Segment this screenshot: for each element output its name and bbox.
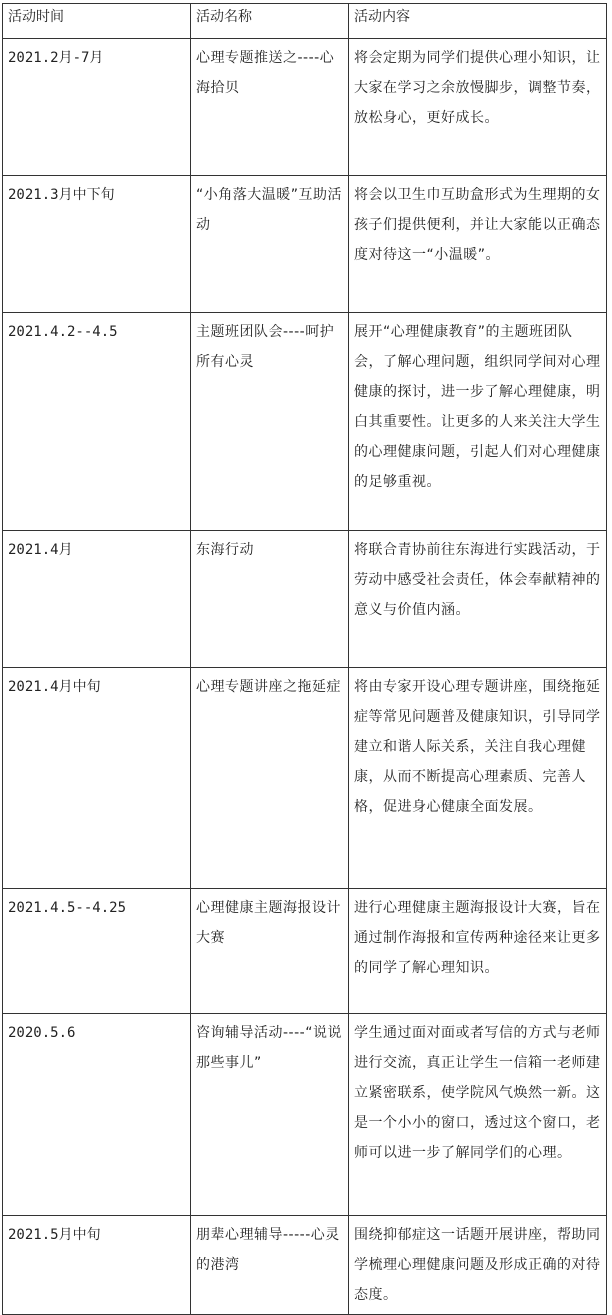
table-header-row xyxy=(3,4,607,39)
table-row xyxy=(3,668,607,889)
header-time: 活动时间 xyxy=(3,4,191,39)
activity-schedule-table xyxy=(2,3,607,1315)
activity-name: 主题班团队会----呵护所有心灵 xyxy=(191,313,349,531)
activity-time: 2021.4.2--4.5 xyxy=(3,313,191,531)
activity-content: 展开“心理健康教育”的主题班团队会，了解心理问题，组织同学间对心理健康的探讨，进一步了解心理健康，明白其重要性。让更多的人来关注大学生的心理健康问题，引起人们对心理健康的足够重视。 xyxy=(349,313,607,531)
activity-content: 将由专家开设心理专题讲座，围绕拖延症等常见问题普及健康知识，引导同学建立和谐人际关系，关注自我心理健康，从而不断提高心理素质、完善人格，促进身心健康全面发展。 xyxy=(349,668,607,889)
activity-time: 2021.4月中旬 xyxy=(3,668,191,889)
table-row xyxy=(3,1216,607,1315)
activity-name: 心理健康主题海报设计大赛 xyxy=(191,889,349,1014)
activity-content: 围绕抑郁症这一话题开展讲座，帮助同学梳理心理健康问题及形成正确的对待态度。 xyxy=(349,1216,607,1315)
activity-time: 2021.2月-7月 xyxy=(3,39,191,176)
activity-name: 东海行动 xyxy=(191,531,349,668)
activity-time: 2021.4月 xyxy=(3,531,191,668)
activity-time: 2021.3月中下旬 xyxy=(3,176,191,313)
table-row xyxy=(3,313,607,531)
activity-name: “小角落大温暖”互助活动 xyxy=(191,176,349,313)
activity-time: 2021.4.5--4.25 xyxy=(3,889,191,1014)
header-content: 活动内容 xyxy=(349,4,607,39)
activity-content: 将会以卫生巾互助盒形式为生理期的女孩子们提供便利，并让大家能以正确态度对待这一“小温暖”。 xyxy=(349,176,607,313)
activity-name: 心理专题讲座之拖延症 xyxy=(191,668,349,889)
table-row xyxy=(3,889,607,1014)
activity-name: 朋辈心理辅导-----心灵的港湾 xyxy=(191,1216,349,1315)
table-row xyxy=(3,1014,607,1216)
activity-name: 心理专题推送之----心海拾贝 xyxy=(191,39,349,176)
activity-content: 将联合青协前往东海进行实践活动，于劳动中感受社会责任，体会奉献精神的意义与价值内涵。 xyxy=(349,531,607,668)
activity-name: 咨询辅导活动----“说说那些事儿” xyxy=(191,1014,349,1216)
activity-content: 进行心理健康主题海报设计大赛，旨在通过制作海报和宣传两种途径来让更多的同学了解心理知识。 xyxy=(349,889,607,1014)
activity-content: 学生通过面对面或者写信的方式与老师进行交流，真正让学生一信箱一老师建立紧密联系，使学院风气焕然一新。这是一个小小的窗口，透过这个窗口，老师可以进一步了解同学们的心理。 xyxy=(349,1014,607,1216)
activity-content: 将会定期为同学们提供心理小知识，让大家在学习之余放慢脚步，调整节奏，放松身心，更好成长。 xyxy=(349,39,607,176)
header-name: 活动名称 xyxy=(191,4,349,39)
table-row xyxy=(3,39,607,176)
activity-time: 2021.5月中旬 xyxy=(3,1216,191,1315)
activity-time: 2020.5.6 xyxy=(3,1014,191,1216)
table-row xyxy=(3,531,607,668)
table-row xyxy=(3,176,607,313)
